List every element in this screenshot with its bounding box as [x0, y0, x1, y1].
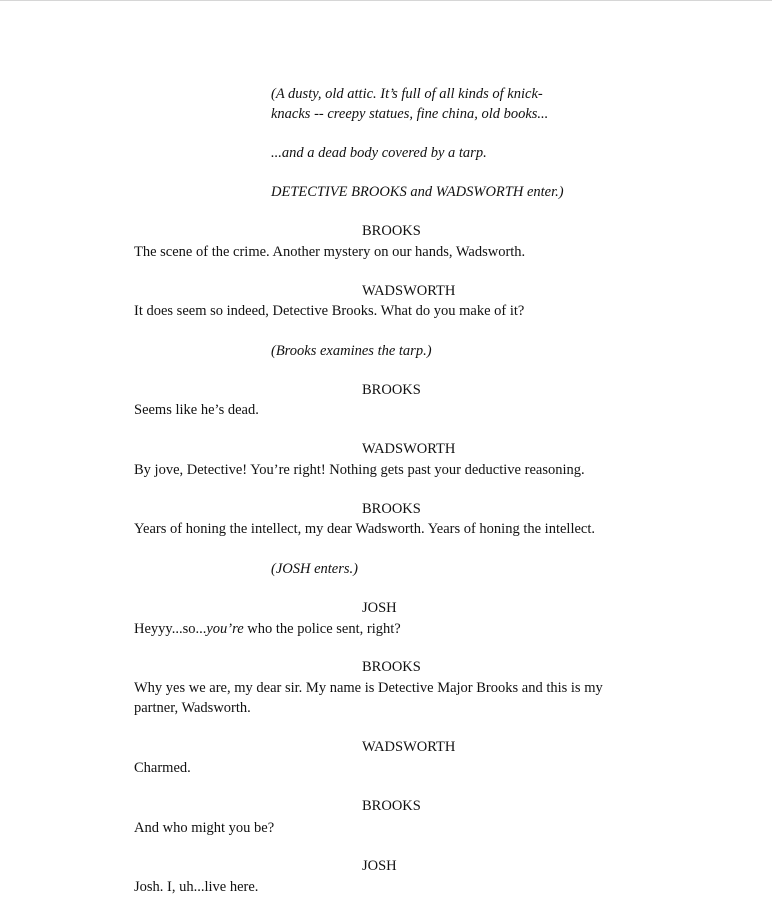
stage-direction-line: DETECTIVE BROOKS and WADSWORTH enter.): [271, 184, 564, 200]
character-cue: WADSWORTH: [362, 441, 456, 457]
stage-direction-line: ...and a dead body covered by a tarp.: [271, 145, 487, 161]
character-cue: BROOKS: [362, 659, 421, 675]
character-cue: BROOKS: [362, 382, 421, 398]
dialogue-line: The scene of the crime. Another mystery on our hands, Wadsworth.: [134, 244, 526, 260]
dialogue-line: Seems like he’s dead.: [134, 402, 259, 418]
character-cue: WADSWORTH: [362, 739, 456, 755]
dialogue-line: Charmed.: [134, 760, 191, 776]
character-cue: WADSWORTH: [362, 283, 456, 299]
character-cue: JOSH: [362, 600, 397, 616]
dialogue-line: [134, 619, 401, 639]
dialogue-line: Why yes we are, my dear sir. My name is Detective Major Brooks and this is my: [134, 680, 603, 696]
stage-direction-line: knacks -- creepy statues, fine china, old books...: [271, 106, 549, 122]
dialogue-line: Years of honing the intellect, my dear Wadsworth. Years of honing the intellect.: [134, 521, 596, 537]
dialogue-emphasis: you’re: [206, 621, 244, 637]
dialogue-line: partner, Wadsworth.: [134, 700, 251, 716]
stage-direction-line: (A dusty, old attic. It’s full of all kinds of knick-: [271, 86, 543, 102]
dialogue-text: who the police sent, right?: [243, 621, 401, 637]
stage-direction-line: (Brooks examines the tarp.): [271, 343, 432, 359]
stage-direction-line: (JOSH enters.): [271, 561, 358, 577]
dialogue-line: And who might you be?: [134, 820, 275, 836]
character-cue: BROOKS: [362, 798, 421, 814]
character-cue: BROOKS: [362, 501, 421, 517]
dialogue-line: By jove, Detective! You’re right! Nothing gets past your deductive reasoning.: [134, 462, 585, 478]
dialogue-line: It does seem so indeed, Detective Brooks. What do you make of it?: [134, 303, 525, 319]
dialogue-line: Josh. I, uh...live here.: [134, 879, 259, 895]
character-cue: BROOKS: [362, 223, 421, 239]
character-cue: JOSH: [362, 858, 397, 874]
dialogue-text: Heyyy...so...: [134, 621, 207, 637]
